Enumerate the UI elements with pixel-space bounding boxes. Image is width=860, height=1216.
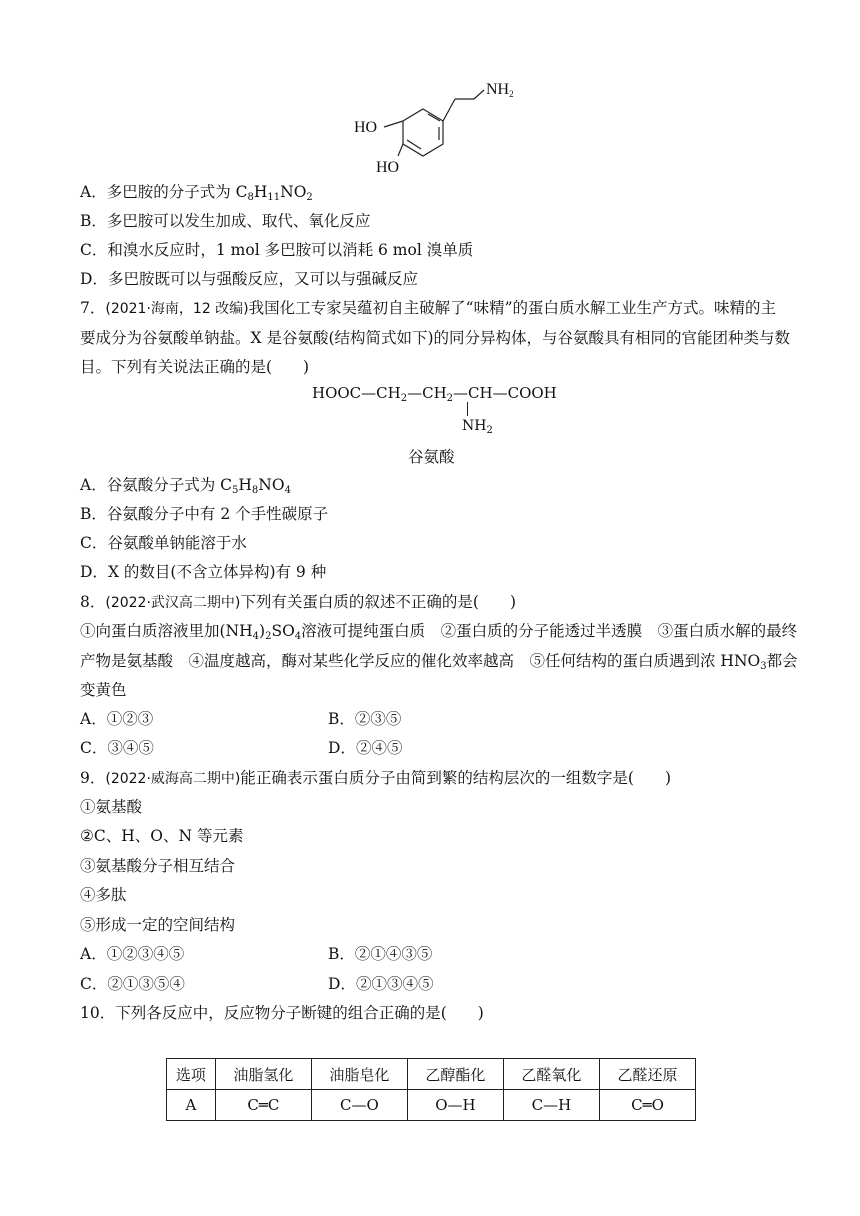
q9-item-5: ⑤形成一定的空间结构 [80,916,236,934]
glutamic-acid-caption: 谷氨酸 [408,448,455,466]
q7-option-c: C．谷氨酸单钠能溶于水 [80,534,247,552]
q9-stem: 9．(2022·威海高二期中)能正确表示蛋白质分子由简到繁的结构层次的一组数字是( ) [80,769,671,787]
q6-option-a: A．多巴胺的分子式为 $C_8H_{11}NO_2$ [80,183,313,203]
q7-option-b: B．谷氨酸分子中有 2 个手性碳原子 [80,505,329,523]
dopamine-structure [340,74,540,182]
q7-stem: 7．(2021·海南，12 改编)我国化工专家吴蕴初自主破解了“味精”的蛋白质水解工业生产方式。味精的主 [80,299,777,317]
q8-option-d: D．②④⑤ [328,739,403,757]
glutamic-acid-nh2: $NH_2$ [462,418,493,436]
glutamic-acid-structure: $HOOC—CH_2—CH_2—CH—COOH$ [312,384,557,404]
ho-bottom-label: HO [376,159,400,176]
q8-statements-line3: 变黄色 [80,681,127,699]
q8-statements-line2: 产物是氨基酸 ④温度越高，酶对某些化学反应的催化效率越高 ⑤任何结构的蛋白质遇到浓 $HNO_3$都会 [80,652,798,672]
table-header-cell: 油脂氢化 [215,1059,311,1090]
q8-option-a: A．①②③ [80,710,154,728]
table-cell: C═C [215,1090,311,1121]
table-row [167,1090,696,1121]
q8-option-b: B．②③⑤ [328,710,402,728]
table-header-cell: 乙醇酯化 [407,1059,503,1090]
q10-table [166,1058,696,1121]
q8-stem: 8．(2022·武汉高二期中)下列有关蛋白质的叙述不正确的是( ) [80,593,516,611]
q7-option-a: A．谷氨酸分子式为 $C_5H_8NO_4$ [80,476,291,496]
table-cell: O—H [407,1090,503,1121]
q9-item-4: ④多肽 [80,886,127,904]
table-header-cell: 乙醛氧化 [503,1059,599,1090]
table-header-row [167,1059,696,1090]
table-header-cell: 选项 [167,1059,216,1090]
q9-option-a: A．①②③④⑤ [80,945,185,963]
table-cell: C—O [311,1090,407,1121]
q8-option-c: C．③④⑤ [80,739,154,757]
nh2-label: NH2 [486,81,514,99]
q6-option-c: C．和溴水反应时，1 mol 多巴胺可以消耗 6 mol 溴单质 [80,241,474,259]
q9-option-c: C．②①③⑤④ [80,975,185,993]
ho-left-label: HO [354,119,378,136]
q6-option-d: D．多巴胺既可以与强酸反应，又可以与强碱反应 [80,270,418,288]
q9-item-1: ①氨基酸 [80,798,143,816]
q9-item-2: ②C、H、O、N 等元素 [80,827,244,845]
q10-stem: 10．下列各反应中，反应物分子断键的组合正确的是( ) [80,1004,484,1022]
q7-option-d: D．X 的数目(不含立体异构)有 9 种 [80,563,327,581]
table-cell: C═O [599,1090,695,1121]
q7-stem-line3: 目。下列有关说法正确的是( ) [80,358,310,376]
q9-option-b: B．②①④③⑤ [328,945,433,963]
q9-option-d: D．②①③④⑤ [328,975,434,993]
q8-statements-line1: ①向蛋白质溶液里加$(NH_4)_2SO_4$溶液可提纯蛋白质 ②蛋白质的分子能透过半透膜 ③蛋白质水解的最终 [80,622,798,642]
glutamic-acid-branch-bond [467,402,468,416]
q7-stem-line2: 要成分为谷氨酸单钠盐。X 是谷氨酸(结构简式如下)的同分异构体，与谷氨酸具有相同的官能团种类与数 [80,329,791,347]
q6-option-b: B．多巴胺可以发生加成、取代、氧化反应 [80,212,371,230]
table-cell: C—H [503,1090,599,1121]
table-header-cell: 乙醛还原 [599,1059,695,1090]
table-header-cell: 油脂皂化 [311,1059,407,1090]
q9-item-3: ③氨基酸分子相互结合 [80,857,236,875]
table-cell: A [167,1090,216,1121]
